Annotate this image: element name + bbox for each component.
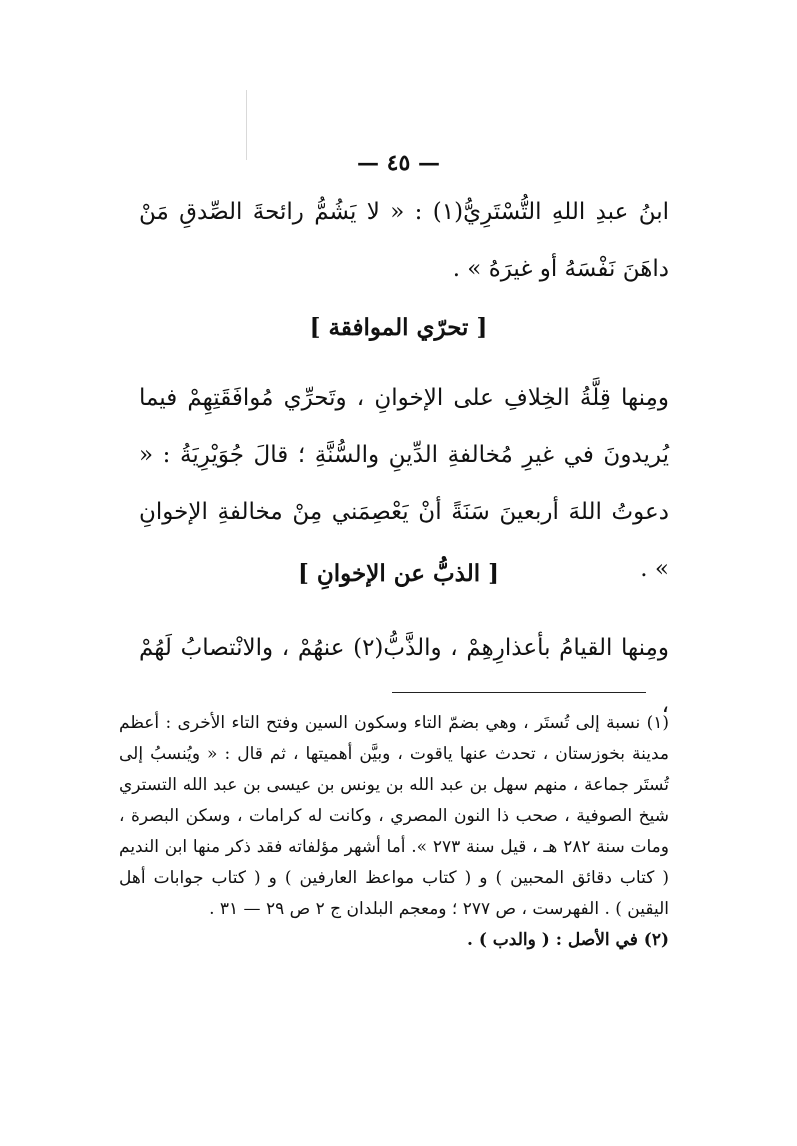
heading-taharri-al-muwafaqa: [ تحرّي الموافقة ] <box>309 314 488 341</box>
heading-defending-brothers: [ الذبُّ عن الإخوانِ ] <box>297 560 500 587</box>
paragraph-agreement-with-brothers: ومِنها قِلَّةُ الخِلافِ على الإخوانِ ، وتَحرِّي مُوافَقَتِهِمْ فيما يُريدونَ في غيرِ مُخالفةِ الدِّينِ والسُّنَّةِ ؛ قالَ جُوَيْرِيَةُ : « دعوتُ اللهَ أربعينَ سَنَةً أنْ يَعْصِمَني مِنْ مخالفةِ الإخوانِ » . <box>139 385 669 582</box>
paragraph-defending-brothers: ومِنها القيامُ بأعذارِهِمْ ، والذَّبُّ(٢) عنهُمْ ، والانْتصابُ لَهُمْ ، <box>139 635 669 718</box>
footnote-1: (١) نسبة إلى تُستَر ، وهي بضمّ التاء وسكون السين وفتح التاء الأخرى : أعظم مدينة بخوزستان ، تحدث عنها ياقوت ، وبيَّن أهميتها ، ثم قال : « ويُنسبُ إلى تُستَر جماعة ، منهم سهل بن عبد الله بن يونس بن عيسى بن عبد الله التستري شيخ الصوفية ، صحب ذا النون المصري ، وكانت له كرامات ، وسكن البصرة ، ومات سنة ٢٨٢ هـ ، قيل سنة ٢٧٣ ». أما أشهر مؤلفاته فقد ذكر منها ابن النديم ( كتاب دقائق المحبين ) و ( كتاب مواعظ العارفين ) و ( كتاب جوابات أهل اليقين ) . الفهرست ، ص ٢٧٧ ؛ ومعجم البلدان ج ٢ ص ٢٩ — ٣١ . <box>119 713 669 919</box>
footnote-2: (٢) في الأصل : ( والدب ) . <box>466 930 669 950</box>
footnotes <box>119 708 669 956</box>
footnote-separator <box>392 692 646 693</box>
paragraph-tustari-quote: ابنُ عبدِ اللهِ التُّسْتَرِيُّ(١) : « لا يَشُمُّ رائحةَ الصِّدقِ مَنْ داهَنَ نَفْسَهُ أو غيرَهُ » . <box>139 199 669 282</box>
page-number: — ٤٥ — <box>357 150 440 176</box>
